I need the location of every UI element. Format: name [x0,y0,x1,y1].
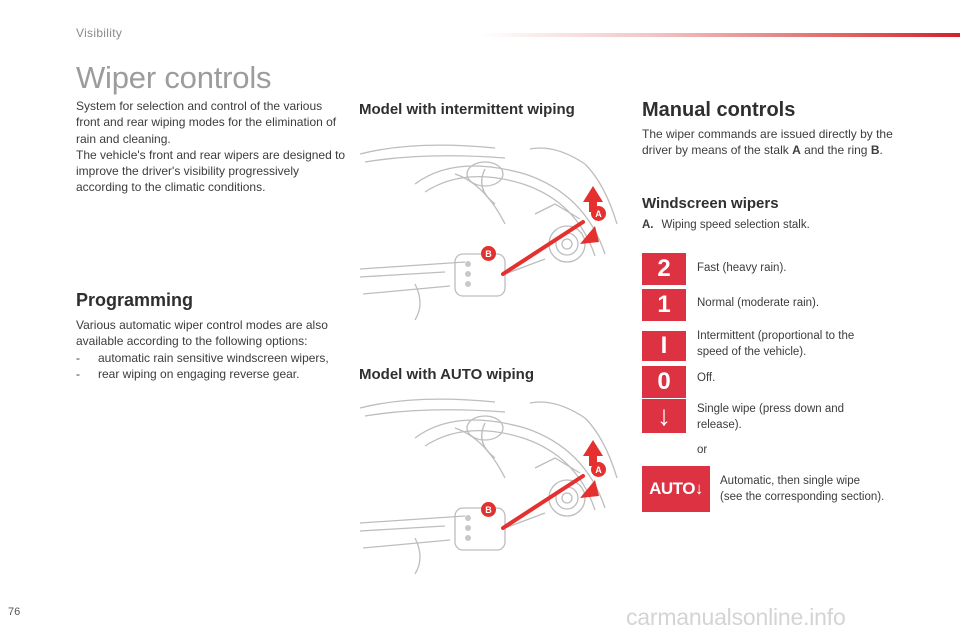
list-item [76,350,351,366]
bullet: - [76,366,80,381]
mode-text-intermittent: Intermittent (proportional to the speed of the vehicle). [697,330,855,358]
a-text: Wiping speed selection stalk. [661,219,810,231]
page-title: Wiper controls [76,60,272,95]
intermittent-icon: I [642,331,686,361]
auto-icon: AUTO↓ [642,466,710,512]
off-0-icon: 0 [642,366,686,398]
stalk-illustration-intermittent [355,144,620,320]
bullet: - [76,350,80,365]
model-auto-title: Model with AUTO wiping [359,366,534,383]
mode-text-auto [720,473,920,505]
intro-text [76,98,348,196]
list-item-text: automatic rain sensitive windscreen wipers, [98,350,329,365]
callout-b: B [481,502,496,517]
mode-text-single-wipe: Single wipe (press down and release). [697,403,845,431]
mode-text-fast: Fast (heavy rain). [697,262,787,274]
watermark: carmanualsonline.info [626,604,846,630]
manual-controls-title: Manual controls [642,99,796,121]
intro-paragraph-1: System for selection and control of the various front and rear wiping modes for the elimination of rain and cleaning. [76,99,337,146]
stalk-ref: A [792,143,801,158]
mode-text-normal: Normal (moderate rain). [697,297,820,309]
manual-text-1: The wiper commands are issued directly by the driver by means of the stalk [642,127,893,158]
windscreen-wipers-title: Windscreen wipers [642,195,779,212]
callout-a: A [591,206,606,221]
programming-paragraph: Various automatic wiper control modes are also available according to the following options: [76,318,328,349]
stalk-a-description [642,219,810,231]
a-label: A. [642,219,654,231]
model-intermittent-title: Model with intermittent wiping [359,101,575,118]
intro-paragraph-2: The vehicle's front and rear wipers are designed to improve the driver's visibility progressively according to the climatic conditions. [76,147,346,195]
mode-text-off: Off. [697,372,716,384]
auto-text-line-2: (see the corresponding section). [720,491,885,503]
callout-a: A [591,462,606,477]
list-item-text: rear wiping on engaging reverse gear. [98,366,300,381]
manual-controls-text [642,126,912,159]
list-item [76,366,351,382]
callout-b: B [481,246,496,261]
manual-text-3: . [879,143,883,158]
programming-title: Programming [76,290,194,310]
auto-text-line-1: Automatic, then single wipe [720,475,860,487]
programming-text [76,317,351,382]
or-text: or [697,444,708,456]
stalk-illustration-auto [355,398,620,574]
arrow-down-icon: ↓ [642,399,686,433]
header-rule [480,33,960,37]
ring-ref: B [870,143,880,158]
section-label: Visibility [76,26,123,40]
manual-text-2: and the ring [800,143,871,158]
speed-1-icon: 1 [642,289,686,321]
page-number: 76 [8,606,21,618]
speed-2-icon: 2 [642,253,686,285]
